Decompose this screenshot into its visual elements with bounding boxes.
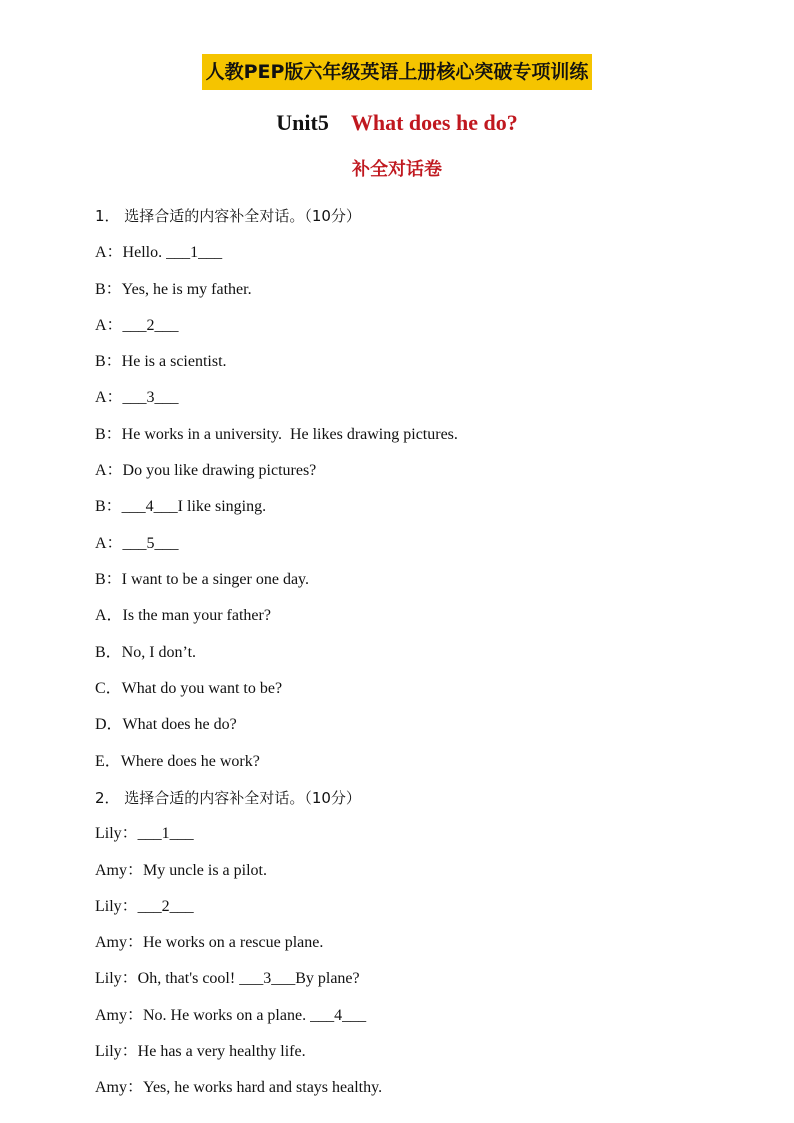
unit-number: Unit5 bbox=[276, 110, 329, 135]
dialogue-line: Amy：Yes, he works hard and stays healthy. bbox=[95, 1079, 383, 1096]
unit-title: What does he do? bbox=[350, 110, 518, 135]
dialogue-line: A：Do you like drawing pictures? bbox=[95, 462, 317, 479]
answer-option: D．What does he do? bbox=[95, 716, 237, 733]
answer-option: C．What do you want to be? bbox=[95, 680, 283, 697]
dialogue-line: A：Hello. ___1___ bbox=[95, 244, 223, 261]
dialogue-line: B：I want to be a singer one day. bbox=[95, 571, 310, 588]
dialogue-line: Amy：No. He works on a plane. ___4___ bbox=[95, 1007, 367, 1024]
dialogue-line: B：He works in a university. He likes drawing pictures. bbox=[95, 426, 458, 443]
banner-title bbox=[0, 54, 794, 90]
worksheet-subtitle: 补全对话卷 bbox=[352, 159, 442, 180]
question-2-heading: 2． 选择合适的内容补全对话。（10分） bbox=[95, 789, 361, 807]
dialogue-line: A：___2___ bbox=[95, 317, 179, 334]
answer-option: E．Where does he work? bbox=[95, 753, 260, 770]
dialogue-line: B：___4___I like singing. bbox=[95, 498, 267, 515]
dialogue-line: Lily：Oh, that's cool! ___3___By plane? bbox=[95, 970, 360, 987]
answer-option: B．No, I don’t. bbox=[95, 644, 197, 661]
question-1-heading: 1． 选择合适的内容补全对话。（10分） bbox=[95, 207, 361, 225]
dialogue-line: Lily：He has a very healthy life. bbox=[95, 1043, 306, 1060]
dialogue-line: A：___3___ bbox=[95, 389, 179, 406]
dialogue-line: Amy：My uncle is a pilot. bbox=[95, 862, 267, 879]
banner-title-text: 人教PEP版六年级英语上册核心突破专项训练 bbox=[202, 54, 593, 90]
answer-option: A．Is the man your father? bbox=[95, 607, 271, 624]
dialogue-line: Lily：___2___ bbox=[95, 898, 194, 915]
dialogue-line: B：Yes, he is my father. bbox=[95, 281, 252, 298]
dialogue-line: B：He is a scientist. bbox=[95, 353, 227, 370]
unit-heading bbox=[0, 108, 794, 138]
dialogue-line: Amy：He works on a rescue plane. bbox=[95, 934, 324, 951]
dialogue-line: A：___5___ bbox=[95, 535, 179, 552]
dialogue-line: Lily：___1___ bbox=[95, 825, 194, 842]
